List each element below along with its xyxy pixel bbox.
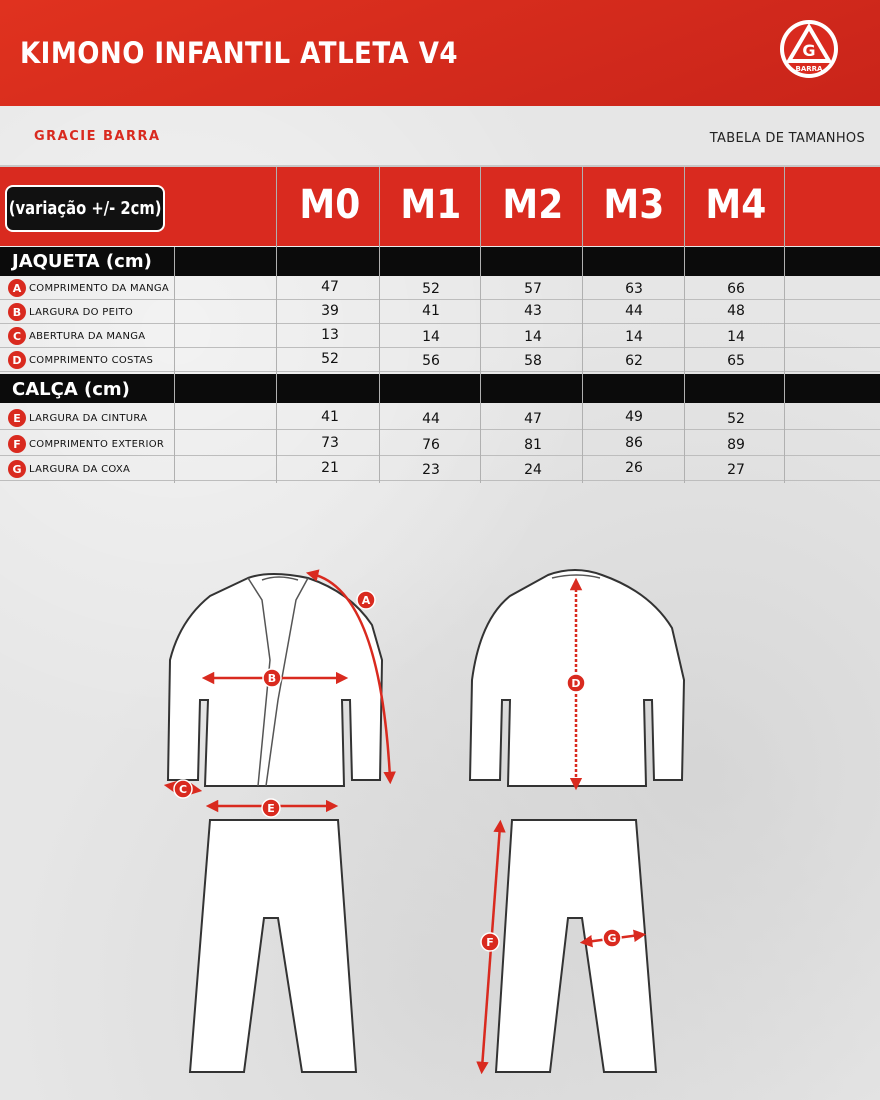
value-cell: 52	[727, 411, 745, 427]
svg-text:G: G	[607, 932, 617, 945]
row-label: COMPRIMENTO DA MANGA	[29, 282, 170, 294]
value-cell: 41	[321, 409, 339, 425]
value-cell: 47	[321, 279, 339, 295]
marker-badge: B	[8, 303, 26, 321]
size-m2: M2	[502, 182, 564, 228]
size-m3: M3	[603, 182, 665, 228]
marker-g	[603, 929, 621, 947]
value-cell: 24	[524, 462, 542, 478]
pants-front-illustration	[190, 820, 356, 1072]
value-cell: 43	[524, 303, 542, 319]
row-label: COMPRIMENTO COSTAS	[29, 354, 154, 366]
pants-back-illustration	[496, 820, 656, 1072]
value-cell: 47	[524, 411, 542, 427]
logo-letter: G	[802, 41, 816, 60]
value-cell: 56	[422, 353, 440, 369]
value-cell: 62	[625, 353, 643, 369]
section-title: CALÇA (cm)	[12, 379, 130, 400]
value-cell: 66	[727, 281, 745, 297]
marker-badge: A	[8, 279, 26, 297]
value-cell: 63	[625, 281, 643, 297]
size-m0: M0	[299, 182, 361, 228]
brand-name: GRACIE BARRA	[34, 129, 161, 144]
svg-text:B: B	[267, 672, 277, 685]
marker-badge: F	[8, 435, 26, 453]
value-cell: 81	[524, 437, 542, 453]
value-cell: 13	[321, 327, 339, 343]
svg-text:F: F	[486, 936, 494, 949]
value-cell: 49	[625, 409, 643, 425]
value-cell: 58	[524, 353, 542, 369]
value-cell: 65	[727, 353, 745, 369]
value-cell: 44	[422, 411, 440, 427]
value-cell: 23	[422, 462, 440, 478]
logo-text: BARRA	[795, 65, 823, 73]
value-cell: 14	[625, 329, 643, 345]
marker-f	[481, 933, 499, 951]
marker-e	[262, 799, 280, 817]
marker-c	[174, 780, 192, 798]
variation-text: (variação +/- 2cm)	[8, 198, 162, 219]
value-cell: 76	[422, 437, 440, 453]
marker-a	[357, 591, 375, 609]
svg-text:C: C	[178, 783, 188, 796]
value-cell: 73	[321, 435, 339, 451]
marker-badge: E	[8, 409, 26, 427]
row-label: ABERTURA DA MANGA	[29, 330, 146, 342]
value-cell: 26	[625, 460, 643, 476]
value-cell: 86	[625, 435, 643, 451]
svg-text:A: A	[361, 594, 371, 607]
row-label: COMPRIMENTO EXTERIOR	[29, 438, 165, 450]
value-cell: 27	[727, 462, 745, 478]
section-title: JAQUETA (cm)	[12, 251, 152, 272]
row-label: LARGURA DA COXA	[29, 463, 131, 475]
value-cell: 14	[422, 329, 440, 345]
marker-d	[567, 674, 585, 692]
value-cell: 41	[422, 303, 440, 319]
row-label: LARGURA DA CINTURA	[29, 412, 148, 424]
marker-badge: G	[8, 460, 26, 478]
value-cell: 14	[524, 329, 542, 345]
value-cell: 52	[321, 351, 339, 367]
value-cell: 52	[422, 281, 440, 297]
value-cell: 57	[524, 281, 542, 297]
svg-text:D: D	[571, 677, 581, 690]
value-cell: 89	[727, 437, 745, 453]
svg-text:E: E	[267, 802, 275, 815]
value-cell: 14	[727, 329, 745, 345]
value-cell: 48	[727, 303, 745, 319]
table-subtitle: TABELA DE TAMANHOS	[709, 131, 865, 146]
value-cell: 44	[625, 303, 643, 319]
value-cell: 39	[321, 303, 339, 319]
marker-badge: C	[8, 327, 26, 345]
value-cell: 21	[321, 460, 339, 476]
size-m1: M1	[400, 182, 462, 228]
size-m4: M4	[705, 182, 767, 228]
marker-badge: D	[8, 351, 26, 369]
page-title: KIMONO INFANTIL ATLETA V4	[20, 36, 458, 70]
row-label: LARGURA DO PEITO	[29, 306, 134, 318]
marker-b	[263, 669, 281, 687]
